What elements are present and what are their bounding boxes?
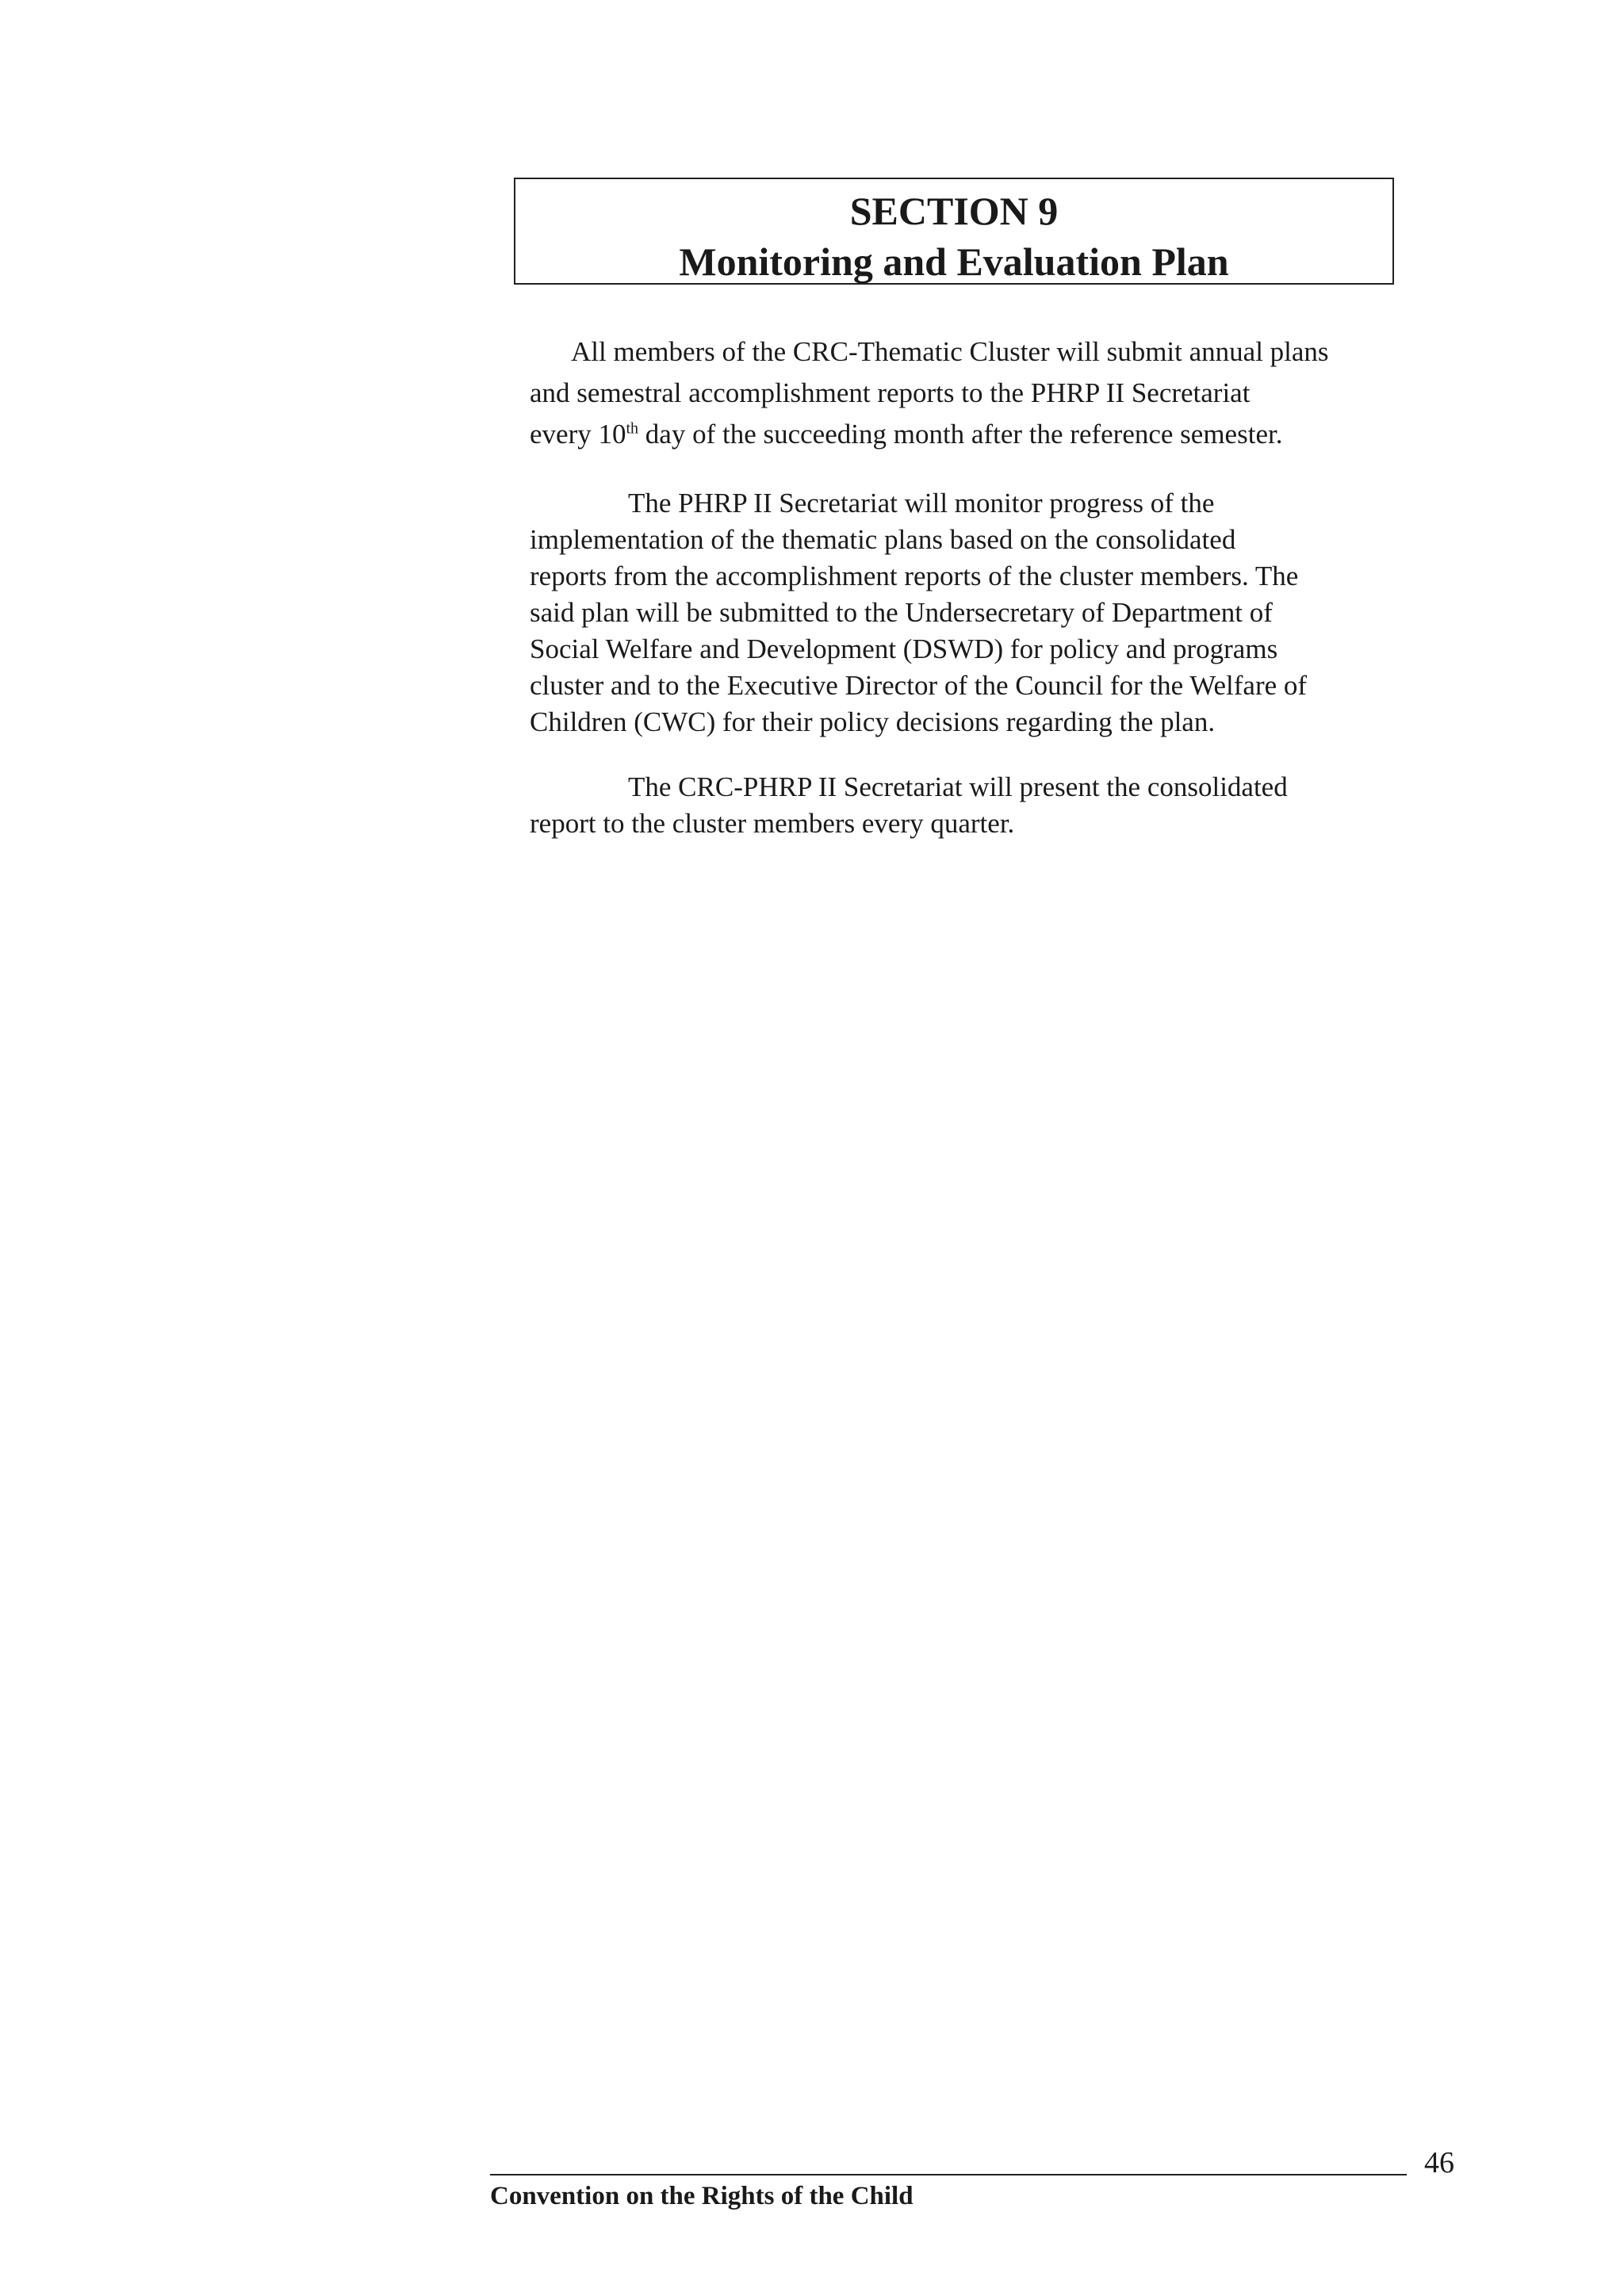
section-number: SECTION 9 (849, 189, 1059, 233)
paragraph-line: reports from the accomplishment reports of the cluster members. The (530, 561, 1299, 591)
paragraph-reporting (530, 769, 1442, 842)
section-title: Monitoring and Evaluation Plan (679, 239, 1229, 284)
footer-divider (490, 2174, 1407, 2175)
footer-title: Convention on the Rights of the Child (490, 2182, 914, 2210)
text-segment: every 10 (530, 419, 626, 450)
paragraph-line: All members of the CRC-Thematic Cluster will submit annual plans (571, 336, 1329, 367)
section-title-box (514, 178, 1394, 285)
paragraph-line: cluster and to the Executive Director of the Council for the Welfare of (530, 670, 1308, 701)
paragraph-line: The PHRP II Secretariat will monitor progress of the (628, 488, 1215, 519)
paragraph-line: report to the cluster members every quarter. (530, 808, 1015, 839)
paragraph-line: implementation of the thematic plans based on the consolidated (530, 524, 1236, 555)
paragraph-monitoring (530, 485, 1442, 740)
paragraph-line: The CRC-PHRP II Secretariat will present the consolidated (628, 771, 1288, 802)
paragraph-line (530, 414, 1442, 455)
ordinal-suffix: th (626, 419, 639, 438)
text-segment: day of the succeeding month after the reference semester. (638, 419, 1283, 450)
page-number: 46 (1424, 2146, 1454, 2179)
paragraph-submission (530, 331, 1442, 455)
paragraph-line: said plan will be submitted to the Undersecretary of Department of (530, 597, 1273, 628)
paragraph-line: Children (CWC) for their policy decisions regarding the plan. (530, 706, 1216, 737)
paragraph-line: Social Welfare and Development (DSWD) for policy and programs (530, 633, 1278, 664)
paragraph-line: and semestral accomplishment reports to the PHRP II Secretariat (530, 377, 1251, 408)
